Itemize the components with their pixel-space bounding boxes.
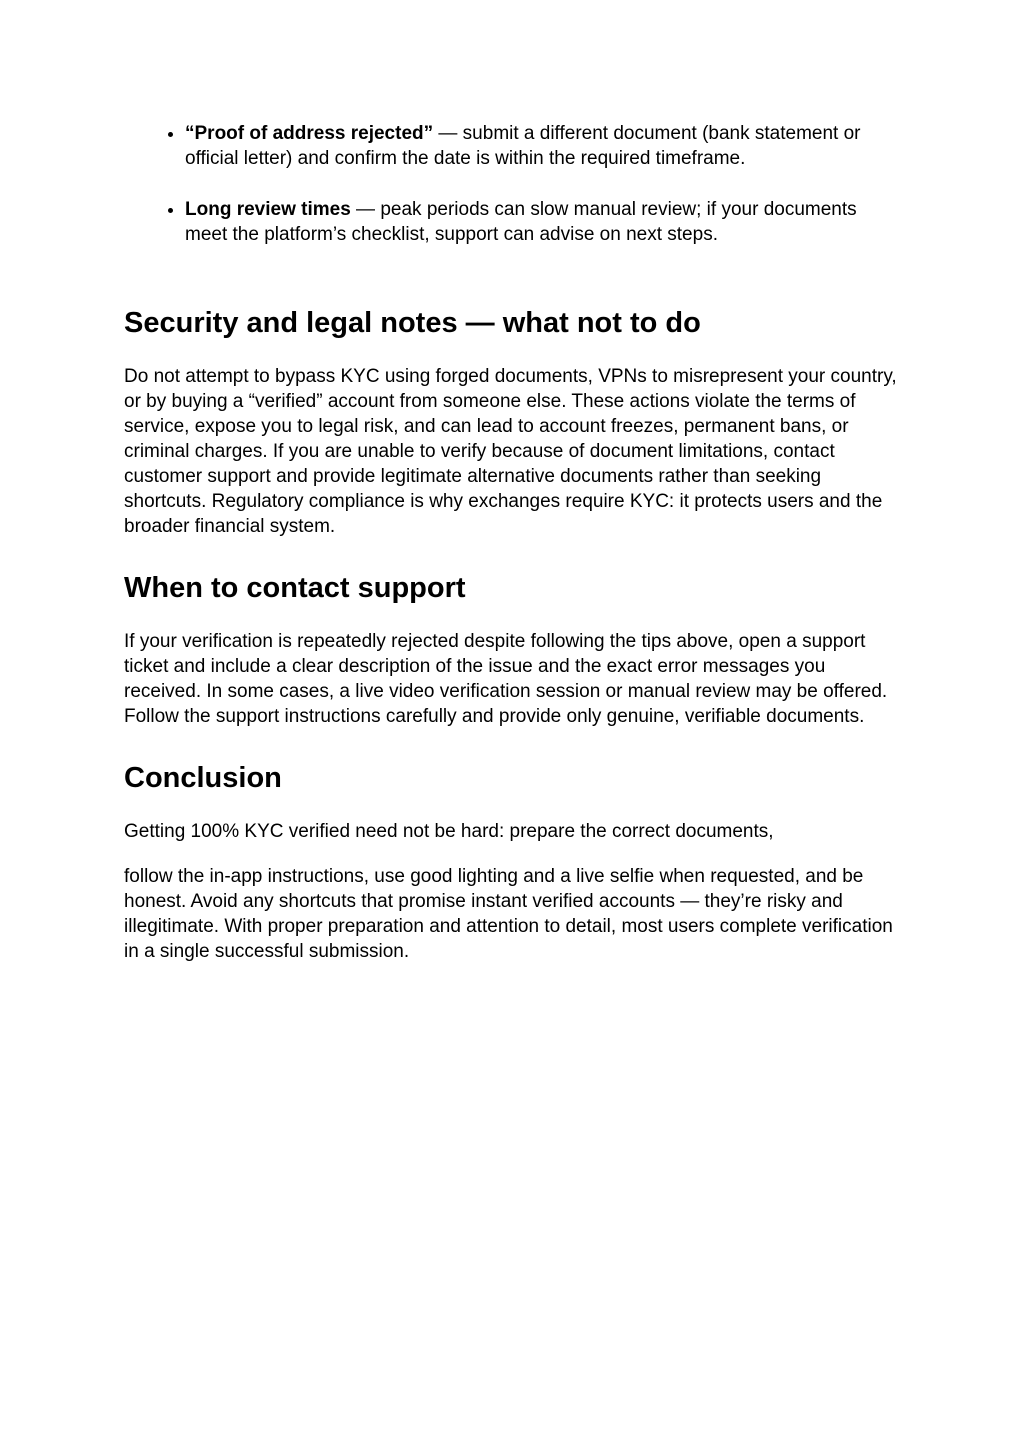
section-conclusion (124, 760, 900, 964)
bullet-text: — submit a different document (bank statement or official letter) and confirm the date is within the required timeframe. (185, 123, 861, 169)
bullet-bold-lead: “Proof of address rejected” (185, 123, 434, 144)
section-heading-security: Security and legal notes — what not to do (124, 307, 701, 339)
section-support (124, 570, 900, 729)
paragraph: Do not attempt to bypass KYC using forged documents, VPNs to misrepresent your country, or by buying a “verified” account from someone else. These actions violate the terms of service, expose you to legal risk, and can lead to account freezes, permanent bans, or criminal charges. If you are unable to verify because of document limitations, contact customer support and provide legitimate alternative documents rather than seeking shortcuts. Regulatory compliance is why exchanges require KYC: it protects users and the broader financial system. (124, 366, 897, 537)
bullet-text: — peak periods can slow manual review; if your documents meet the platform’s checklist, support can advise on next steps. (185, 199, 857, 245)
bullet-item (185, 197, 900, 247)
paragraph: If your verification is repeatedly rejected despite following the tips above, open a support ticket and include a clear description of the issue and the exact error messages you received. In some cases, a live video verification session or manual review may be offered. Follow the support instructions carefully and provide only genuine, verifiable documents. (124, 631, 888, 727)
paragraph: Getting 100% KYC verified need not be hard: prepare the correct documents, (124, 821, 774, 842)
bullet-list (124, 121, 900, 247)
bullet-item (185, 121, 900, 171)
section-security (124, 305, 900, 539)
bullet-bold-lead: Long review times (185, 199, 351, 220)
section-heading-conclusion: Conclusion (124, 762, 282, 794)
paragraph: follow the in-app instructions, use good lighting and a live selfie when requested, and be honest. Avoid any shortcuts that promise instant verified accounts — they’re risky and illegitimate. With proper preparation and attention to detail, most users complete verification in a single successful submission. (124, 866, 893, 962)
section-heading-support: When to contact support (124, 572, 466, 604)
